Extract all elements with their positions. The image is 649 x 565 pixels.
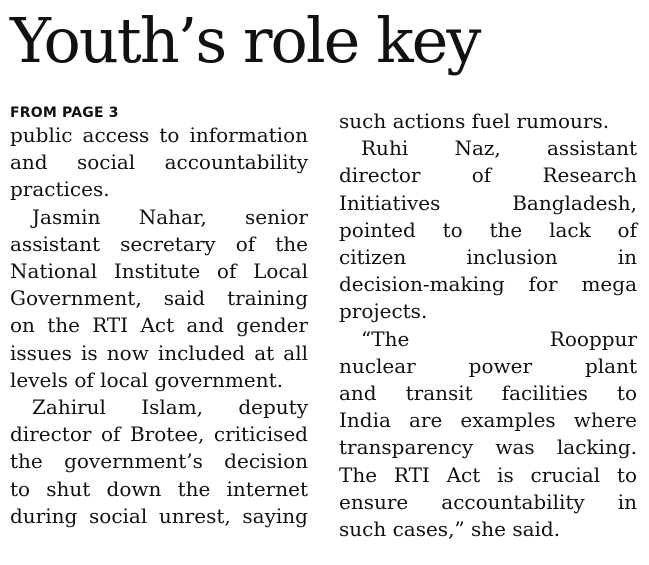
text-line: “The Rooppur bbox=[361, 326, 637, 351]
text-line: ensure accountability in bbox=[339, 489, 637, 514]
left-column bbox=[10, 104, 308, 530]
jump-label: FROM PAGE 3 bbox=[10, 105, 119, 121]
text-line: India are examples where bbox=[339, 408, 637, 433]
text-line: nuclear power plant bbox=[339, 353, 637, 378]
headline: Youth’s role key bbox=[10, 4, 480, 77]
text-line: transparency was lacking. bbox=[339, 435, 637, 460]
text-line: Zahirul Islam, deputy bbox=[32, 395, 308, 420]
text-line: during social unrest, saying bbox=[10, 503, 308, 528]
text-line: Ruhi Naz, assistant bbox=[361, 136, 637, 161]
text-line: Government, said training bbox=[10, 286, 308, 311]
text-line: The RTI Act is crucial to bbox=[339, 462, 637, 487]
text-line: and transit facilities to bbox=[339, 381, 637, 406]
text-line: public access to information bbox=[10, 123, 308, 147]
text-line: and social accountability bbox=[10, 150, 308, 175]
text-line: assistant secretary of the bbox=[10, 231, 308, 256]
text-line: Initiatives Bangladesh, bbox=[339, 190, 637, 215]
text-line: Jasmin Nahar, senior bbox=[32, 204, 308, 229]
right-column bbox=[339, 108, 637, 543]
text-line: decision-making for mega bbox=[339, 272, 637, 297]
right-column-text bbox=[339, 108, 637, 543]
text-line: director of Brotee, criticised bbox=[10, 422, 308, 447]
text-line: pointed to the lack of bbox=[339, 217, 637, 242]
text-line: director of Research bbox=[339, 163, 637, 188]
text-line: on the RTI Act and gender bbox=[10, 313, 308, 338]
text-line: National Institute of Local bbox=[10, 259, 308, 284]
text-line: such actions fuel rumours. bbox=[339, 109, 610, 133]
text-line: such cases,” she said. bbox=[339, 517, 561, 542]
text-line: practices. bbox=[10, 177, 110, 202]
left-column-text bbox=[10, 122, 308, 530]
text-line: projects. bbox=[339, 299, 428, 324]
text-line: the government’s decision bbox=[10, 449, 308, 474]
text-line: levels of local government. bbox=[10, 367, 283, 392]
text-line: issues is now included at all bbox=[10, 340, 308, 365]
text-line: to shut down the internet bbox=[10, 476, 308, 501]
text-line: citizen inclusion in bbox=[339, 245, 637, 270]
